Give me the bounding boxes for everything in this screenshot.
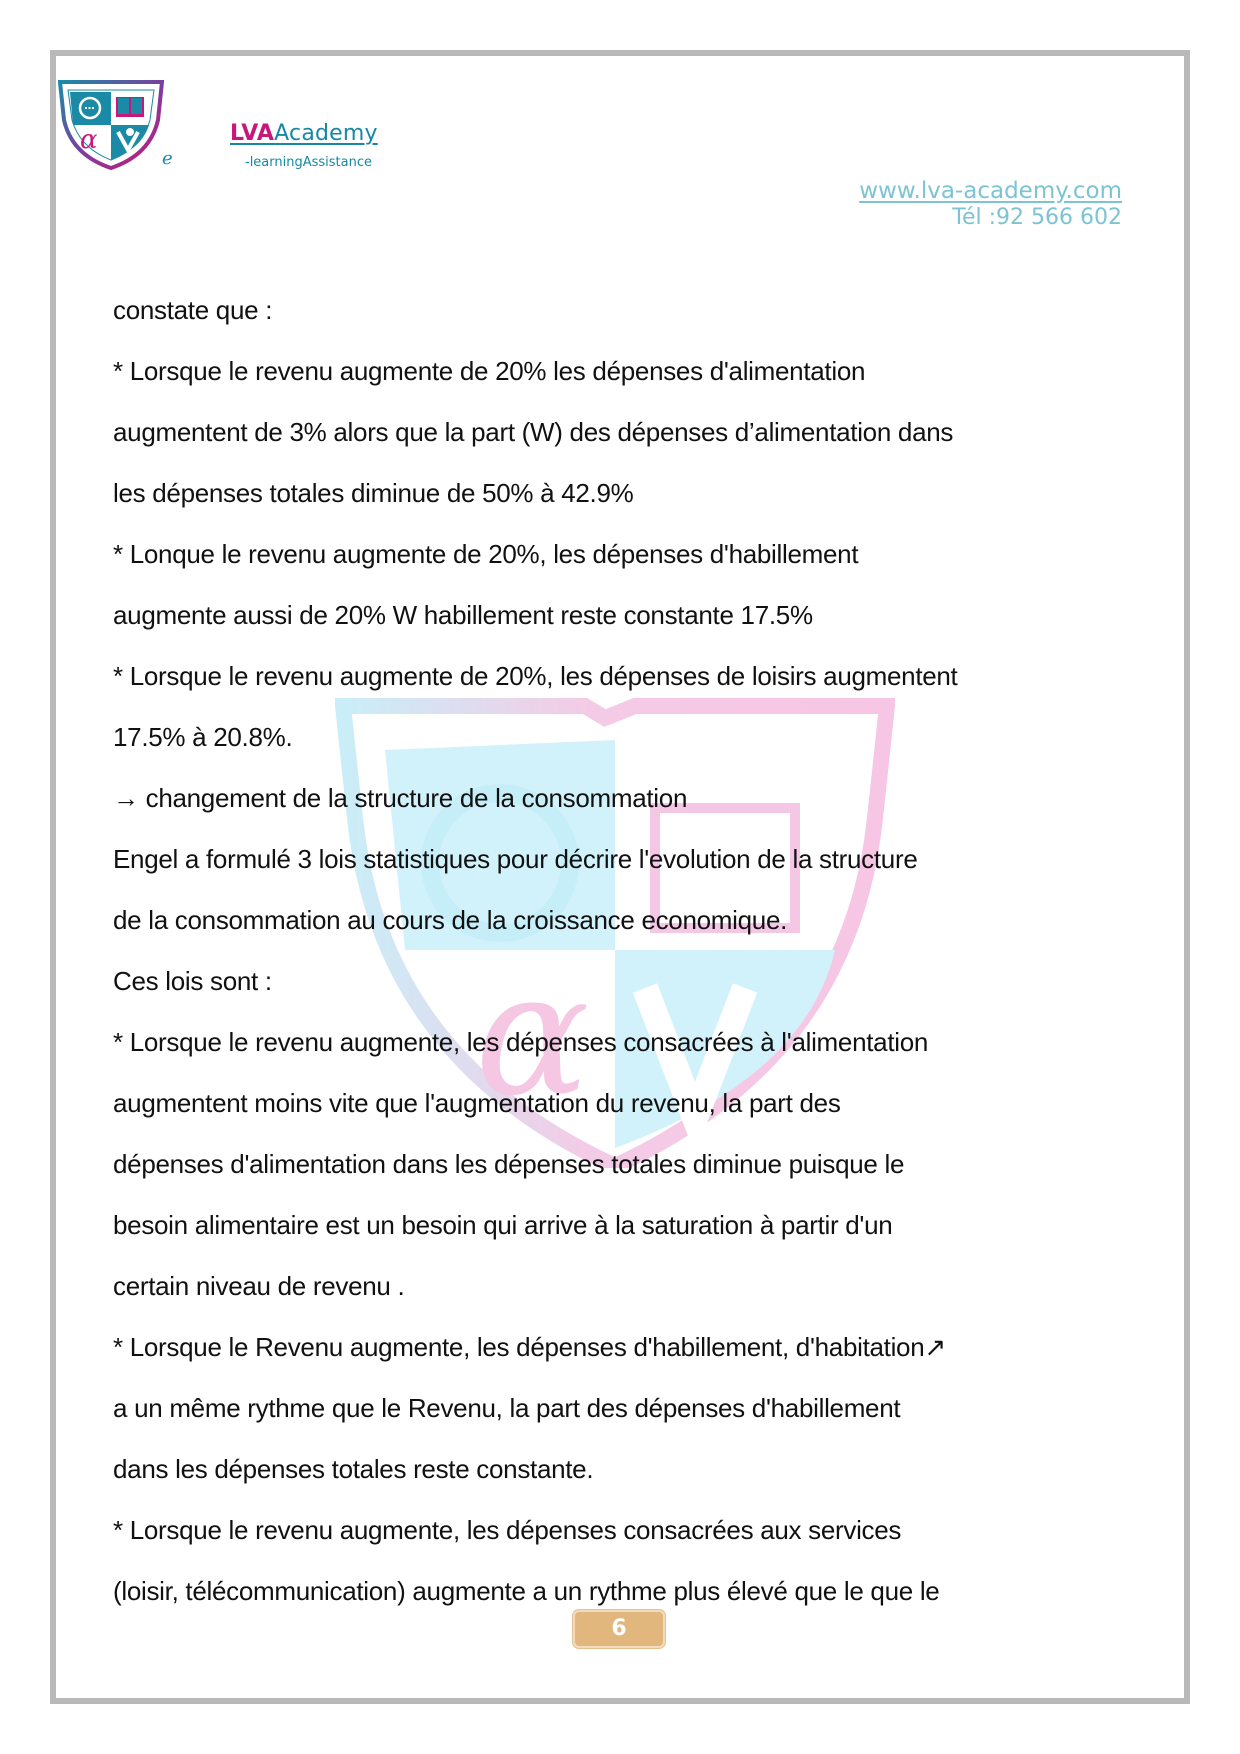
svg-text:α: α <box>475 936 590 1134</box>
text-line: constate que : <box>113 295 273 325</box>
text-line: * Lonque le revenu augmente de 20%, les dépenses d'habillement <box>113 539 859 569</box>
text-line: → changement de la structure de la consommation <box>113 783 688 813</box>
brand-tagline: -learningAssistance <box>245 155 372 170</box>
text-line: Engel a formulé 3 lois statistiques pour décrire l'evolution de la structure <box>113 844 918 874</box>
brand-name <box>230 121 378 146</box>
text-line: * Lorsque le Revenu augmente, les dépenses d'habillement, d'habitation <box>113 1332 925 1362</box>
svg-text:α: α <box>80 125 98 155</box>
text-line: dépenses d'alimentation dans les dépenses totales diminue puisque le <box>113 1149 905 1179</box>
phone-number: Tél :92 566 602 <box>952 205 1122 230</box>
increase-arrow-icon: ↗ <box>924 1332 946 1362</box>
text-line: * Lorsque le revenu augmente, les dépenses consacrées aux services <box>113 1515 902 1545</box>
text-line: besoin alimentaire est un besoin qui arrive à la saturation à partir d'un <box>113 1210 893 1240</box>
brand-suffix: Academy <box>274 121 378 146</box>
logo-e-letter: e <box>162 148 173 169</box>
text-line: (loisir, télécommunication) augmente a un rythme plus élevé que le que le <box>113 1576 940 1606</box>
text-line: * Lorsque le revenu augmente, les dépenses consacrées à l'alimentation <box>113 1027 929 1057</box>
text-line: les dépenses totales diminue de 50% à 42.9% <box>113 478 634 508</box>
text-line: * Lorsque le revenu augmente de 20%, les dépenses de loisirs augmentent <box>113 661 958 691</box>
text-line-with-arrow <box>113 1317 1123 1378</box>
text-line: augmentent moins vite que l'augmentation du revenu, la part des <box>113 1088 841 1118</box>
lva-academy-logo-icon <box>58 80 164 170</box>
text-line: dans les dépenses totales reste constante. <box>113 1454 594 1484</box>
text-line: augmente aussi de 20% W habillement reste constante 17.5% <box>113 600 813 630</box>
brand-prefix: LVA <box>230 121 275 146</box>
text-line: Ces lois sont : <box>113 966 272 996</box>
text-line: 17.5% à 20.8%. <box>113 722 293 752</box>
document-body <box>113 280 1123 1622</box>
text-line: de la consommation au cours de la croissance economique. <box>113 905 788 935</box>
text-line: * Lorsque le revenu augmente de 20% les dépenses d'alimentation <box>113 356 866 386</box>
website-link[interactable]: www.lva-academy.com <box>859 178 1122 204</box>
text-line: a un même rythme que le Revenu, la part des dépenses d'habillement <box>113 1393 901 1423</box>
text-line: certain niveau de revenu . <box>113 1271 405 1301</box>
text-line: augmentent de 3% alors que la part (W) des dépenses d’alimentation dans <box>113 417 954 447</box>
page-number-badge: 6 <box>573 1610 665 1648</box>
